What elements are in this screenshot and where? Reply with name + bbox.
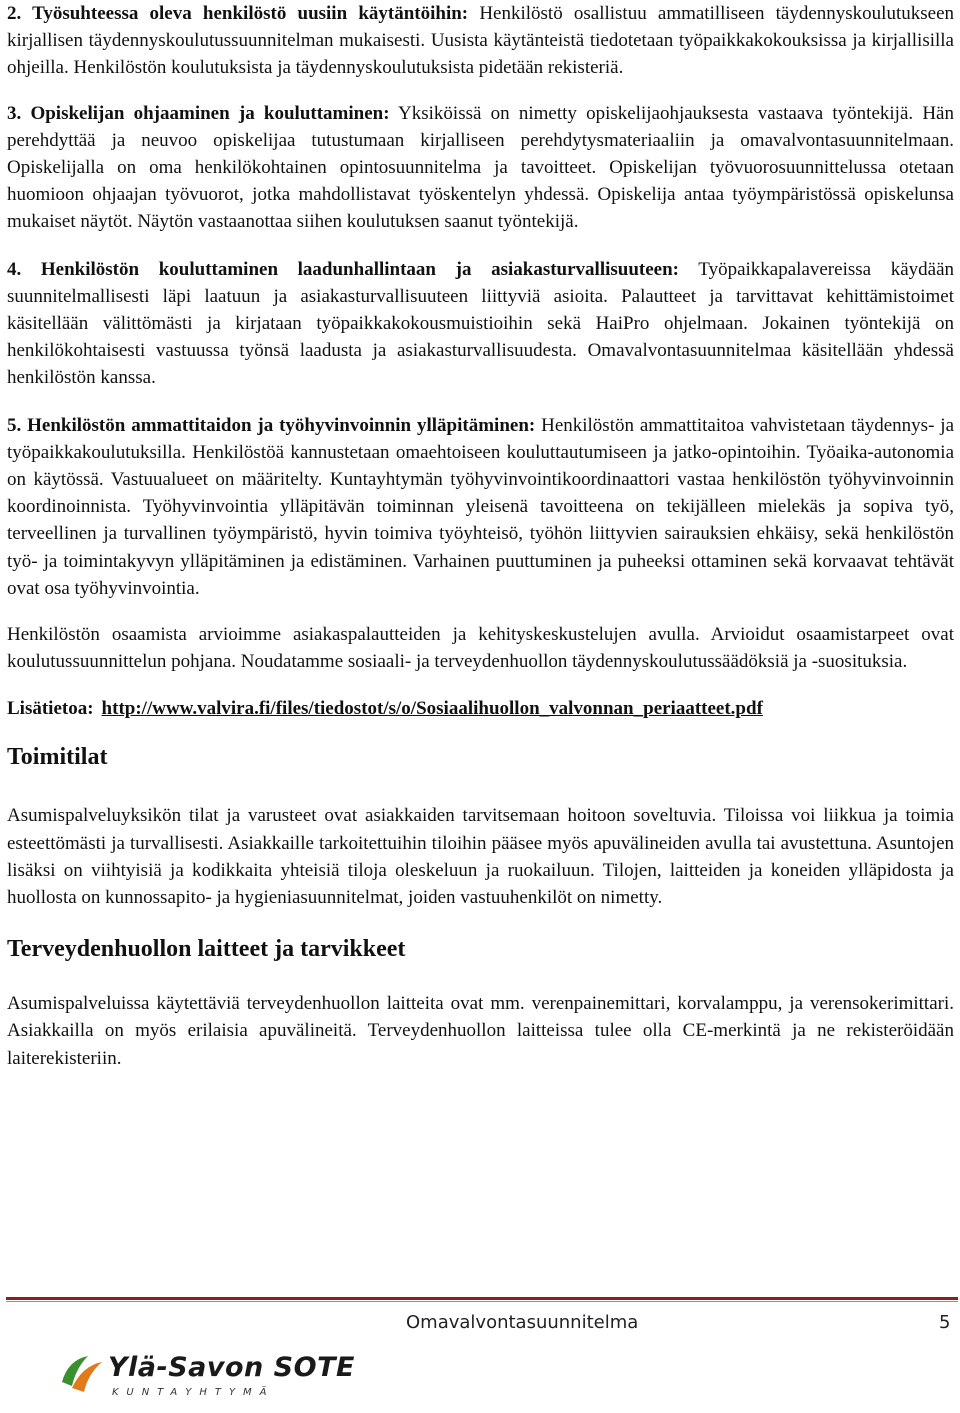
more-info-link[interactable]: http://www.valvira.fi/files/tiedostot/s/o/Sosiaalihuollon_valvonnan_periaatteet.pdf — [101, 698, 763, 720]
section-5 — [7, 412, 954, 602]
toimitilat-text: Asumispalveluyksikön tilat ja varusteet ovat asiakkaiden tarvitsemaan hoitoon soveltuvia. Tiloissa voi liikkua ja toimia esteettömästi ja turvallisesti. Asiakkaille tarkoitettuihin tiloihin pääsee myös apuvälineiden avulla tai avustettuna. Asuntojen lisäksi on viihtyisiä ja kodikkaita yhteisiä tiloja oleskeluun ja ruokailuun. Tilojen, laitteiden ja koneiden ylläpidosta ja huollosta on kunnossapito- ja hygieniasuunnitelmat, joiden vastuuhenkilöt on nimetty. — [7, 805, 954, 909]
terveydenhuolto-heading: Terveydenhuollon laitteet ja tarvikkeet — [7, 936, 406, 963]
logo-subtitle: KUNTAYHTYMÄ — [112, 1387, 275, 1398]
section-4-text: Työpaikkapalavereissa käydään suunnitelmallisesti läpi laatuun ja asiakasturvallisuuteen liittyviä asioita. Palautteet ja tarvittavat kehittämistoimet käsitellään välittömästi ja kirjataan työpaikkakokousmuistioihin sekä HaiPro ohjelmaan. Jokainen työntekijä on henkilökohtaisesti vastuussa työnsä laadusta ja asiakasturvallisuudesta. Omavalvontasuunnitelmaa käsitellään yhdessä henkilöstön kanssa. — [7, 258, 955, 389]
more-info — [7, 695, 954, 722]
assessment-paragraph: Henkilöstön osaamista arvioimme asiakaspalautteiden ja kehityskeskustelujen avulla. Arvioidut osaamistarpeet ovat koulutussuunnittelun pohjana. Noudatamme sosiaali- ja terveydenhuollon täydennyskoulutussäädöksiä ja -suosituksia. — [7, 624, 954, 673]
section-2-heading: 2. Työsuhteessa oleva henkilöstö uusiin käytäntöihin: — [7, 3, 469, 24]
section-5-heading: 5. Henkilöstön ammattitaidon ja työhyvinvoinnin ylläpitäminen: — [7, 414, 536, 436]
logo-name: Ylä-Savon SOTE — [108, 1352, 355, 1383]
toimitilat-heading: Toimitilat — [7, 744, 108, 771]
more-info-label: Lisätietoa: — [7, 698, 94, 720]
page-number: 5 — [939, 1312, 951, 1333]
section-3-heading: 3. Opiskelijan ohjaaminen ja kouluttaminen: — [7, 102, 390, 124]
section-5-text: Henkilöstön ammattitaitoa vahvistetaan täydennys- ja työpaikkakoulutuksilla. Henkilöstöä kannustetaan omaehtoiseen kouluttautumiseen ja jatko-opintoihin. Työaika-autonomia on käytössä. Vastuualueet on määritelty. Kuntayhtymän työhyvinvointikoordinaattori vastaa henkilöstön työhyvinvoinnin koordinoinnista. Työhyvinvointia ylläpitävän toiminnan yleisenä tavoitteena on tekijälleen mielekäs ja sopiva työ, terveellinen ja turvallinen työympäristö, hyvin toimiva työyhteisö, työhön liittyvien sairauksien ehkäisy, sekä henkilöstön työ- ja toimintakyvyn ylläpitäminen ja edistäminen. Varhainen puuttuminen ja puheeksi ottaminen sekä korvaavat tehtävät ovat osa työhyvinvointia. — [7, 414, 954, 599]
footer-rule-thin — [6, 1301, 958, 1302]
document-page — [7, 0, 954, 1072]
organization-logo — [58, 1350, 355, 1400]
section-3 — [7, 100, 954, 236]
section-4 — [7, 256, 954, 392]
footer-rule — [6, 1297, 958, 1300]
section-4-heading: 4. Henkilöstön kouluttaminen laadunhallintaan ja asiakasturvallisuuteen: — [7, 258, 680, 280]
logo-mark-icon — [58, 1352, 104, 1396]
section-2-text: Henkilöstö osallistuu ammatilliseen täydennyskoulutukseen kirjallisen täydennyskoulutussuunnitelman mukaisesti. Uusista käytänteistä tiedotetaan työpaikkakokouksissa ja kirjallisilla ohjeilla. Henkilöstön koulutuksista ja täydennyskoulutuksista pidetään rekisteriä. — [7, 3, 954, 79]
terveydenhuolto-text: Asumispalveluissa käytettäviä terveydenhuollon laitteita ovat mm. verenpainemittari, korvalamppu, ja verensokerimittari. Asiakkailla on myös erilaisia apuvälineitä. Terveydenhuollon laitteissa tulee olla CE-merkintä ja ne rekisteröidään laiterekisteriin. — [7, 993, 954, 1069]
section-2 — [7, 0, 954, 82]
footer-title: Omavalvontasuunnitelma — [406, 1312, 639, 1333]
section-3-text: Yksiköissä on nimetty opiskelijaohjauksesta vastaava työntekijä. Hän perehdyttää ja neuvoo opiskelijaa tutustumaan kirjalliseen perehdytysmateriaaliin ja omavalvontasuunnitelmaan. Opiskelijalla on oma henkilökohtainen opintosuunnitelma ja tavoitteet. Opiskelijan työvuorosuunnittelussa otetaan huomioon ohjaajan työvuorot, jotka mahdollistavat työskentelyn yhdessä. Opiskelija antaa työympäristössä opiskelunsa mukaiset näytöt. Näytön vastaanottaa siihen koulutuksen saanut työntekijä. — [7, 102, 954, 233]
